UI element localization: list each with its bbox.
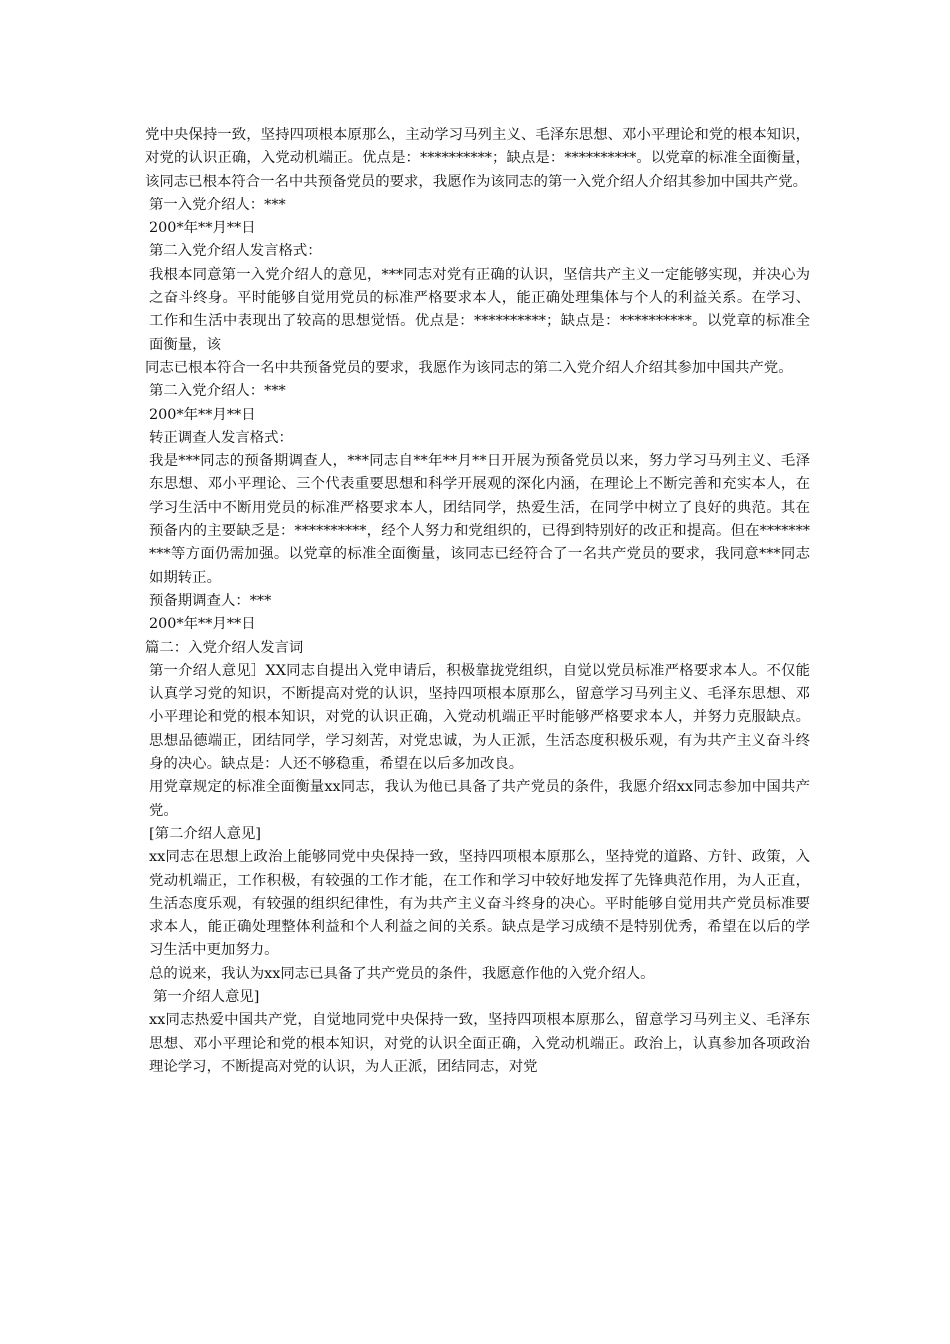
paragraph: 预备期调查人：*** xyxy=(149,592,272,609)
paragraph: 我是***同志的预备期调查人，***同志自**年**月**日开展为预备党员以来，努力学习马列主义、毛泽东思想、邓小平理论、三个代表重要思想和科学开展观的深化内涵，在理论上不断完善和充实本人，在学习生活中不断用党员的标准严格要求本人，团结同学，热爱生活，在同学中树立了良好的典范。其在预备内的主要缺乏是：**********，经个人努力和党组织的，已得到特别好的改正和提高。但在**********等方面仍需加强。以党章的标准全面衡量，该同志已经符合了一名共产党员的要求，我同意***同志如期转正。 xyxy=(149,453,810,586)
paragraph: 第一介绍人意见] xyxy=(153,988,260,1005)
paragraph: 第二入党介绍人：*** xyxy=(149,383,286,400)
paragraph: 转正调查人发言格式： xyxy=(149,429,293,446)
paragraph: xx同志在思想上政治上能够同党中央保持一致，坚持四项根本原那么，坚持党的道路、方针、政策，入党动机端正，工作积极，有较强的工作才能，在工作和学习中较好地发挥了先锋典范作用，为人正直，生活态度乐观，有较强的组织纪律性，有为共产主义奋斗终身的决心。平时能够自觉用共产党员标准要求本人，能正确处理整体利益和个人利益之间的关系。缺点是学习成绩不是特别优秀，希望在以后的学习生活中更加努力。 xyxy=(149,849,810,959)
paragraph: 第一入党介绍人：*** xyxy=(149,196,286,213)
paragraph: 用党章规定的标准全面衡量xx同志，我认为他已具备了共产党员的条件，我愿介绍xx同志参加中国共产党。 xyxy=(149,779,810,819)
paragraph: 200*年**月**日 xyxy=(149,616,256,633)
paragraph: 党中央保持一致，坚持四项根本原那么，主动学习马列主义、毛泽东思想、邓小平理论和党的根本知识，对党的认识正确，入党动机端正。优点是：**********；缺点是：**********。以党章的标准全面衡量，该同志已根本符合一名中共预备党员的要求，我愿作为该同志的第一入党介绍人介绍其参加中国共产党。 xyxy=(145,127,810,190)
paragraph: 200*年**月**日 xyxy=(149,220,256,237)
paragraph: 第一介绍人意见］XX同志自提出入党申请后，积极靠拢党组织，自觉以党员标准严格要求本人。不仅能认真学习党的知识，不断提高对党的认识，坚持四项根本原那么，留意学习马列主义、毛泽东思想、邓小平理论和党的根本知识，对党的认识正确，入党动机端正平时能够严格要求本人，并努力克服缺点。思想品德端正，团结同学，学习刻苦，对党忠诚，为人正派，生活态度积极乐观，有为共产主义奋斗终身的决心。缺点是：人还不够稳重，希望在以后多加改良。 xyxy=(149,662,810,773)
paragraph: 同志已根本符合一名中共预备党员的要求，我愿作为该同志的第二入党介绍人介绍其参加中国共产党。 xyxy=(145,359,793,376)
paragraph: 我根本同意第一入党介绍人的意见，***同志对党有正确的认识，坚信共产主义一定能够实现，并决心为之奋斗终身。平时能够自觉用党员的标准严格要求本人，能正确处理集体与个人的利益关系。在学习、工作和生活中表现出了较高的思想觉悟。优点是：**********；缺点是：**********。以党章的标准全面衡量，该 xyxy=(149,266,810,353)
paragraph: [第二介绍人意见] xyxy=(149,825,261,842)
section-heading: 篇二：入党介绍人发言词 xyxy=(145,639,304,656)
paragraph: 第二入党介绍人发言格式： xyxy=(149,243,322,260)
document-page xyxy=(145,124,810,1079)
paragraph: 总的说来，我认为xx同志已具备了共产党员的条件，我愿意作他的入党介绍人。 xyxy=(149,965,655,982)
paragraph: 200*年**月**日 xyxy=(149,406,256,423)
paragraph: xx同志热爱中国共产党，自觉地同党中央保持一致，坚持四项根本原那么，留意学习马列主义、毛泽东思想、邓小平理论和党的根本知识，对党的认识全面正确，入党动机端正。政治上，认真参加各项政治理论学习，不断提高对党的认识，为人正派，团结同志，对党 xyxy=(149,1012,810,1075)
